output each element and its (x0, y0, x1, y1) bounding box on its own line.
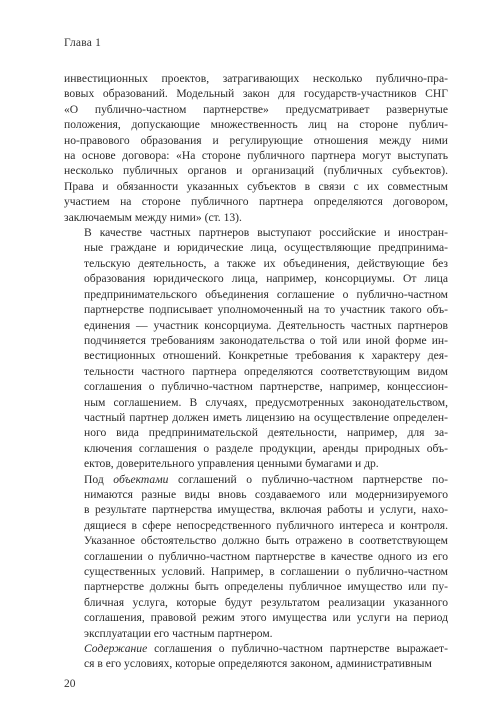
text-line: ные граждане и юридические лица, осуществляющие предпринима- (84, 241, 448, 255)
text-line: соглашении о публично-частном партнерстве в качестве одного из его (84, 549, 448, 563)
text-line: соглашения о публично-частном партнерстве, например, концессион- (84, 380, 448, 394)
text-line: партнерстве подписывает уполномоченный на то участник такого объ- (84, 303, 448, 317)
text-line: участием на стороне публичного партнера определяются договором, (64, 195, 448, 209)
paragraph (64, 71, 448, 225)
text-line: партнерстве должны быть определены публичное имущество или пу- (84, 580, 448, 594)
text-line: подчиняется требованиям законодательства о той или иной форме ин- (84, 333, 448, 347)
page-number: 20 (64, 678, 76, 690)
text-line: бличная услуга, которые будут результатом реализации указанного (84, 595, 448, 609)
text-line: Содержание соглашения о публично-частном партнерстве выражает- (84, 642, 448, 656)
text-line: тельскую деятельность, а также их объединения, действующие без (84, 256, 448, 270)
text-line: инвестиционных проектов, затрагивающих несколько публично-пра- (64, 72, 448, 85)
text-line: вовых образований. Модельный закон для государств-участников СНГ (64, 87, 448, 101)
text-line: ным соглашением. В случаях, предусмотренных законодательством, (84, 395, 448, 409)
body-text (64, 71, 448, 672)
text-line: предпринимательского объединения соглашение о публично-частном (84, 287, 448, 301)
text-line: «О публично-частном партнерстве» предусматривает развернутые (64, 102, 448, 116)
text-line: эксплуатации его частным партнером. (84, 626, 273, 640)
text-line: но-правового образования и регулирующие отношения между ними (64, 133, 448, 147)
text-line: тельности частного партнера определяются соответствующим видом (84, 364, 448, 378)
text-line: существенных условий. Например, в соглашении о публично-частном (84, 565, 448, 578)
text-line: на основе договора: «На стороне публичного партнера могут выступать (64, 149, 448, 163)
text-line: ся в его условиях, которые определяются законом, административным (84, 657, 432, 671)
text-line: ектов, доверительного управления ценными бумагами и др. (84, 457, 379, 471)
text-line: в результате партнерства имущества, включая работы и услуги, нахо- (84, 503, 448, 517)
text-line: Указанное обстоятельство должно быть отражено в соответствующем (84, 534, 448, 548)
text-line: несколько публичных органов и организаций (публичных субъектов). (64, 164, 448, 178)
text-line: Права и обязанности указанных субъектов в связи с их совместным (64, 179, 448, 193)
text-line: соглашения, правовой режим этого имущества или услуги на период (84, 611, 448, 625)
text-line: В качестве частных партнеров выступают российские и иностран- (84, 226, 448, 240)
paragraph (64, 641, 448, 672)
paragraph (64, 225, 448, 472)
text-line: ного вида предпринимательской деятельности, например, для за- (84, 426, 448, 440)
text-line: положения, допускающие множественность лиц на стороне публич- (64, 118, 448, 132)
text-line: ключения соглашения о разделе продукции, аренды природных объ- (84, 441, 448, 455)
text-line: образования юридического лица, например, консорциумы. От лица (84, 272, 448, 286)
text-line: Под объектами соглашений о публично-частном партнерстве по- (84, 472, 448, 486)
text-line: частный партнер должен иметь лицензию на осуществление определен- (84, 410, 448, 424)
text-line: заключаемым между ними» (ст. 13). (64, 210, 242, 224)
text-line: вестиционных отношений. Конкретные требования к характеру дея- (84, 349, 448, 363)
paragraph (64, 472, 448, 641)
text-line: нимаются разные виды вновь создаваемого или модернизируемого (84, 487, 448, 501)
text-line: единения — участник консорциума. Деятельность частных партнеров (84, 318, 448, 332)
text-line: дящиеся в сфере непосредственного публичного интереса и контроля. (84, 518, 448, 532)
running-head: Глава 1 (64, 37, 102, 49)
emphasis: объектами (113, 472, 169, 486)
emphasis: Содержание (84, 642, 148, 656)
